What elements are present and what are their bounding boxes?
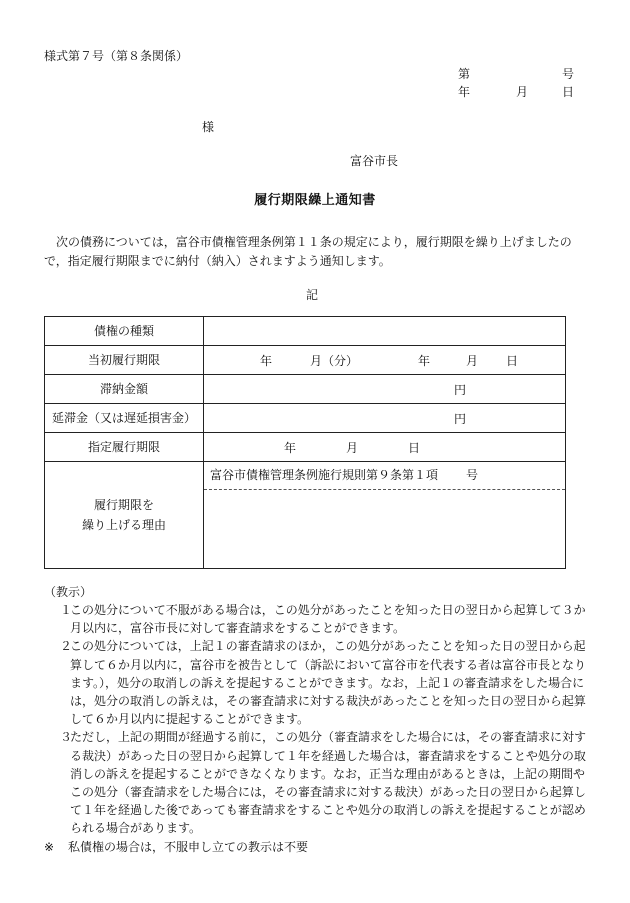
reason-label-line-1: 履行期限を: [93, 498, 154, 512]
note-item-3: [44, 728, 592, 837]
table-row: [45, 404, 566, 433]
designated-year: 年: [284, 441, 297, 455]
table-row: [45, 462, 566, 569]
date-month: 月: [515, 85, 528, 99]
notice-table: [44, 316, 566, 569]
arrears-unit: 円: [454, 383, 467, 397]
footnote-mark: ※: [44, 839, 55, 854]
row-value-late-fee: [204, 404, 566, 433]
document-title: 履行期限繰上通知書: [254, 193, 376, 208]
orig-year-2: 年: [418, 354, 431, 368]
date-year: 年: [458, 85, 471, 99]
orig-year: 年: [260, 354, 273, 368]
note-item-1: [44, 601, 592, 637]
addressee: 様: [202, 120, 215, 134]
note-number: ２: [60, 639, 73, 654]
row-label-original-deadline: 当初履行期限: [45, 346, 204, 375]
table-row: [45, 375, 566, 404]
table-row: [45, 433, 566, 462]
note-text: この処分について不服がある場合は，この処分があったことを知った日の翌日から起算して３か月以内に，富谷市長に対して審査請求をすることができます。: [70, 603, 586, 636]
note-text: ただし，上記の期間が経過する前に，この処分（審査請求をした場合には，その審査請求に対する裁決）があった日の翌日から起算して１年を経過した場合は，審査請求をすることや処分の取消しの訴えを提起することができなくなります。なお，正当な理由があるときは，上記の期間やこの処分（審査請求をした場合には，その審査請求に対する裁決）があった日の翌日から起算して１年を経過した後であっても審査請求をすることや処分の取消しの訴えを提起することが認められる場合があります。: [70, 730, 587, 836]
footnote-text: 私債権の場合は，不服申し立ての教示は不要: [68, 839, 309, 854]
form-number: 様式第７号（第８条関係）: [44, 49, 189, 63]
row-label-reason: [45, 462, 204, 569]
ki-marker: 記: [306, 288, 319, 302]
designated-month: 月: [346, 441, 359, 455]
row-label-arrears: 滞納金額: [45, 375, 204, 404]
issuer: 富谷市長: [350, 154, 399, 168]
reason-blank: [204, 490, 565, 568]
doc-number-suffix: 号: [561, 67, 574, 81]
reason-label-line-2: 繰り上げる理由: [81, 518, 166, 532]
note-item-2: [44, 637, 592, 728]
table-row: [45, 346, 566, 375]
orig-month-period: 月（分）: [310, 354, 359, 368]
late-fee-unit: 円: [454, 412, 467, 426]
reason-rule-suffix: 号: [466, 468, 479, 482]
doc-number-prefix: 第: [458, 67, 471, 81]
instruction-notes: [44, 583, 592, 856]
note-number: １: [60, 603, 73, 617]
date-day: 日: [561, 85, 574, 99]
intro-paragraph: 次の債務については，富谷市債権管理条例第１１条の規定により，履行期限を繰り上げましたので，指定履行期限までに納付（納入）されますよう通知します。: [44, 235, 572, 268]
document-number: [458, 65, 574, 83]
notes-title: （教示）: [44, 585, 93, 599]
row-value-reason: [204, 462, 566, 569]
row-value-claim-type: [204, 317, 566, 346]
designated-day: 日: [408, 441, 421, 455]
reason-rule-text: 富谷市債権管理条例施行規則第９条第１項: [210, 468, 439, 482]
orig-day-2: 日: [506, 354, 519, 368]
row-value-arrears: [204, 375, 566, 404]
note-number: ３: [60, 730, 73, 745]
issue-date: [458, 83, 574, 101]
row-label-designated-deadline: 指定履行期限: [45, 433, 204, 462]
row-label-claim-type: 債権の種類: [45, 317, 204, 346]
note-text: この処分については，上記１の審査請求のほか，この処分があったことを知った日の翌日から起算して６か月以内に，富谷市を被告として（訴訟において富谷市を代表する者は富谷市長となります。），処分の取消しの訴えを提起することができます。なお，上記１の審査請求をした場合には，処分の取消しの訴えは，その審査請求に対する裁決があったことを知った日の翌日から起算して６か月以内に提起することができます。: [70, 639, 587, 727]
row-label-late-fee: 延滞金（又は遅延損害金）: [45, 404, 204, 433]
row-value-original-deadline: [204, 346, 566, 375]
footnote: [44, 838, 592, 856]
table-row: [45, 317, 566, 346]
row-value-designated-deadline: [204, 433, 566, 462]
orig-month-2: 月: [466, 354, 479, 368]
